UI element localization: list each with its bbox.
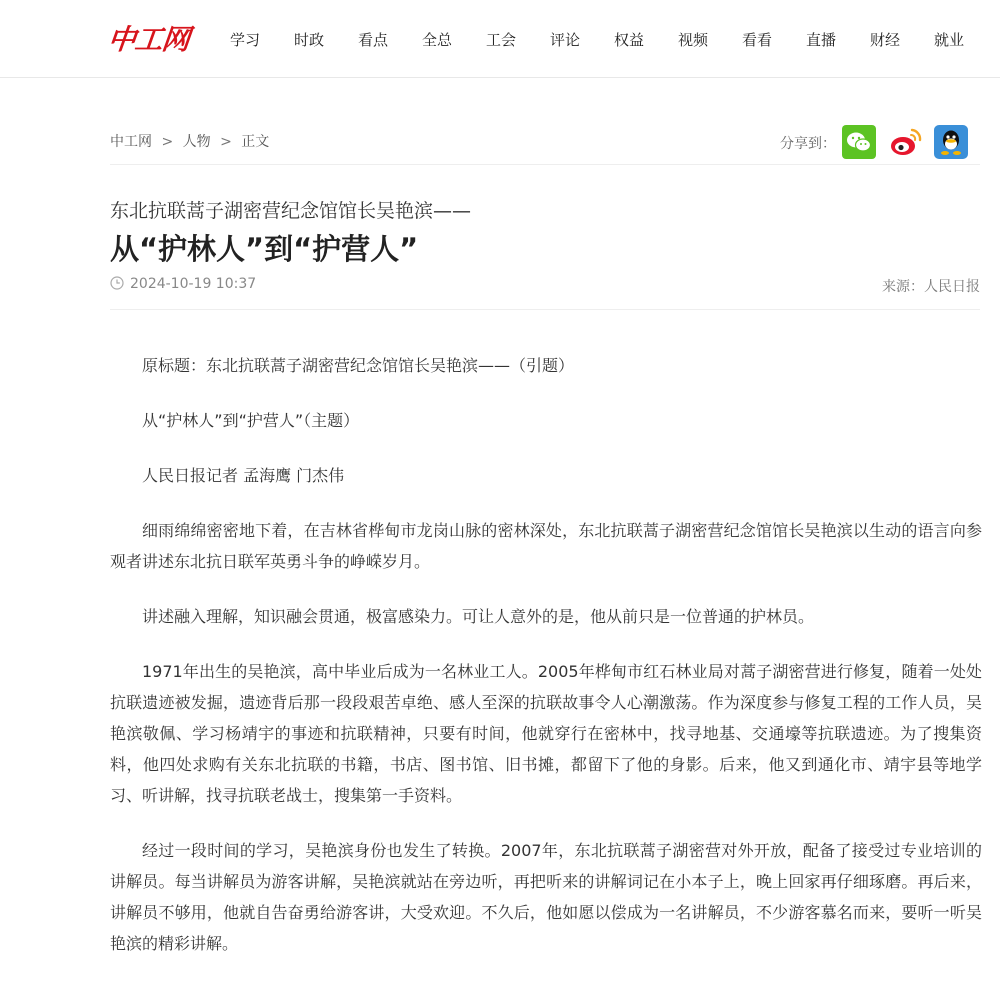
- top-navigation-bar: [0, 0, 1000, 78]
- meta-divider: [110, 309, 980, 310]
- qq-share-icon[interactable]: [934, 125, 968, 159]
- article-paragraph: 人民日报记者 孟海鹰 门杰伟: [142, 466, 345, 485]
- article-paragraph: 经过一段时间的学习，吴艳滨身份也发生了转换。2007年，东北抗联蒿子湖密营对外开放，配备了接受过专业培训的讲解员。每当讲解员为游客讲解，吴艳滨就站在旁边听，再把听来的讲解词记在小本子上，晚上回家再仔细琢磨。再后来，讲解员不够用，他就自告奋勇给游客讲，大受欢迎。不久后，他如愿以偿成为一名讲解员，不少游客慕名而来，要听一听吴艳滨的精彩讲解。: [110, 841, 982, 953]
- article-paragraph: 1971年出生的吴艳滨，高中毕业后成为一名林业工人。2005年桦甸市红石林业局对蒿子湖密营进行修复，随着一处处抗联遗迹被发掘，遗迹背后那一段段艰苦卓绝、感人至深的抗联故事令人心潮激荡。作为深度参与修复工程的工作人员，吴艳滨敬佩、学习杨靖宇的事迹和抗联精神，只要有时间，他就穿行在密林中，找寻地基、交通壕等抗联遗迹。为了搜集资料，他四处求购有关东北抗联的书籍，书店、图书馆、旧书摊，都留下了他的身影。后来，他又到通化市、靖宇县等地学习、听讲解，找寻抗联老战士，搜集第一手资料。: [110, 662, 982, 805]
- breadcrumb: [110, 131, 269, 151]
- header-divider: [110, 164, 980, 165]
- breadcrumb-separator: >: [220, 134, 232, 150]
- weibo-share-icon[interactable]: [888, 125, 922, 159]
- nav-item-highlights[interactable]: 看点: [358, 31, 389, 49]
- article-paragraph: 讲述融入理解，知识融会贯通，极富感染力。可让人意外的是，他从前只是一位普通的护林员。: [142, 607, 815, 626]
- wechat-share-icon[interactable]: [842, 125, 876, 159]
- nav-item-study[interactable]: 学习: [230, 31, 261, 49]
- nav-item-politics[interactable]: 时政: [294, 31, 325, 49]
- breadcrumb-section[interactable]: 人物: [182, 134, 211, 150]
- article-title: 从“护林人”到“护营人”: [110, 232, 419, 266]
- breadcrumb-home[interactable]: 中工网: [110, 134, 152, 150]
- nav-item-watch[interactable]: 看看: [742, 31, 773, 49]
- clock-icon: [110, 276, 124, 294]
- share-label: 分享到：: [780, 136, 836, 152]
- article-subtitle: 东北抗联蒿子湖密营纪念馆馆长吴艳滨——: [110, 200, 472, 222]
- nav-item-live[interactable]: 直播: [806, 31, 837, 49]
- nav-item-commentary[interactable]: 评论: [550, 31, 581, 49]
- nav-item-employment[interactable]: 就业: [934, 31, 965, 49]
- article-paragraph: 从“护林人”到“护营人”（主题）: [142, 411, 360, 430]
- breadcrumb-current: 正文: [241, 134, 270, 150]
- breadcrumb-separator: >: [161, 134, 174, 150]
- main-nav: [230, 29, 998, 50]
- publish-datetime: 2024-10-19 10:37: [130, 276, 257, 292]
- nav-item-video[interactable]: 视频: [678, 31, 709, 49]
- nav-item-union[interactable]: 工会: [486, 31, 517, 49]
- nav-item-finance[interactable]: 财经: [870, 31, 901, 49]
- article-paragraph: 原标题：东北抗联蒿子湖密营纪念馆馆长吴艳滨——（引题）: [142, 356, 575, 375]
- article-body: [110, 350, 982, 983]
- article-meta: [110, 276, 256, 294]
- nav-item-acftu[interactable]: 全总: [422, 31, 453, 49]
- article-source: 来源：人民日报: [882, 279, 980, 295]
- article-paragraph: 细雨绵绵密密地下着，在吉林省桦甸市龙岗山脉的密林深处，东北抗联蒿子湖密营纪念馆馆长吴艳滨以生动的语言向参观者讲述东北抗日联军英勇斗争的峥嵘岁月。: [110, 521, 982, 571]
- site-logo[interactable]: 中工网: [106, 23, 191, 56]
- nav-item-rights[interactable]: 权益: [614, 31, 645, 49]
